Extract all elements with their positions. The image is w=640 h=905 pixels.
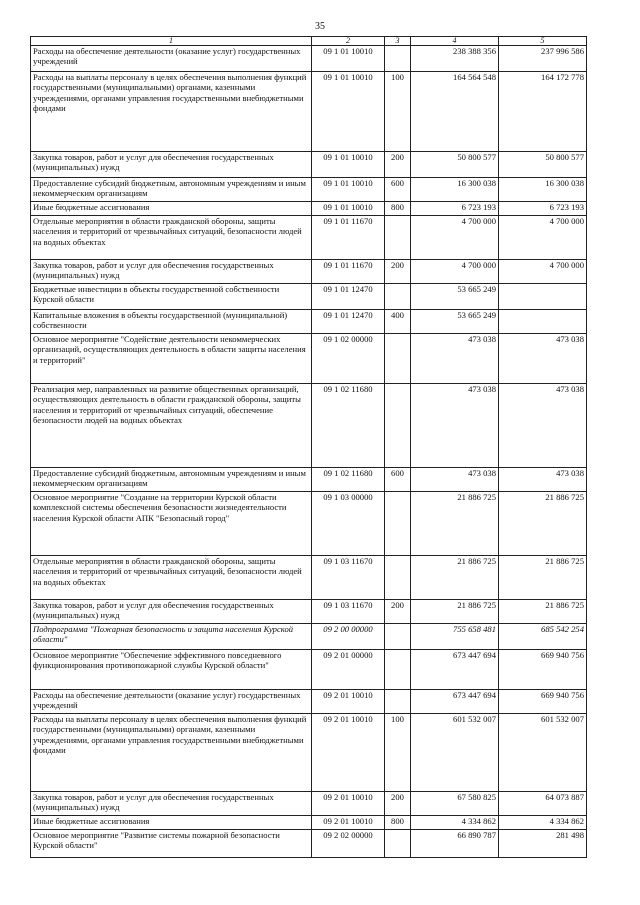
table-row <box>31 202 587 216</box>
row-expense-type <box>385 334 411 384</box>
row-value-year-2: 473 038 <box>499 384 587 468</box>
table-row <box>31 178 587 202</box>
row-value-year-2: 473 038 <box>499 334 587 384</box>
row-name: Основное мероприятие "Содействие деятельности некоммерческих организаций, осуществляющих деятельность в области защиты населения и территорий" <box>31 334 312 384</box>
row-value-year-1: 601 532 007 <box>411 714 499 792</box>
table-row <box>31 492 587 556</box>
row-code: 09 1 02 00000 <box>312 334 385 384</box>
row-expense-type <box>385 624 411 650</box>
row-value-year-1: 473 038 <box>411 468 499 492</box>
row-value-year-2: 669 940 756 <box>499 650 587 690</box>
row-expense-type: 200 <box>385 152 411 178</box>
row-name: Иные бюджетные ассигнования <box>31 816 312 830</box>
table-row <box>31 650 587 690</box>
row-name: Расходы на выплаты персоналу в целях обеспечения выполнения функций государственными (муниципальными) органами, казенными учреждениями, органами управления государственными внебюджетными фондами <box>31 714 312 792</box>
row-value-year-2 <box>499 284 587 310</box>
table-row <box>31 624 587 650</box>
row-value-year-1: 50 800 577 <box>411 152 499 178</box>
row-value-year-1: 673 447 694 <box>411 690 499 714</box>
row-name: Расходы на обеспечение деятельности (оказание услуг) государственных учреждений <box>31 46 312 72</box>
row-value-year-2 <box>499 310 587 334</box>
row-name: Подпрограмма "Пожарная безопасность и защита населения Курской области" <box>31 624 312 650</box>
row-value-year-1: 4 700 000 <box>411 216 499 260</box>
table-row <box>31 600 587 624</box>
column-header: 5 <box>499 37 587 46</box>
row-value-year-1: 755 658 481 <box>411 624 499 650</box>
row-expense-type: 600 <box>385 178 411 202</box>
table-row <box>31 216 587 260</box>
row-value-year-1: 238 388 356 <box>411 46 499 72</box>
row-value-year-2: 164 172 778 <box>499 72 587 152</box>
table-row <box>31 334 587 384</box>
row-code: 09 2 01 10010 <box>312 714 385 792</box>
row-name: Закупка товаров, работ и услуг для обеспечения государственных (муниципальных) нужд <box>31 792 312 816</box>
row-value-year-2: 4 700 000 <box>499 216 587 260</box>
row-expense-type: 600 <box>385 468 411 492</box>
table-row <box>31 260 587 284</box>
row-value-year-2: 281 498 <box>499 830 587 858</box>
row-code: 09 2 01 10010 <box>312 792 385 816</box>
table-row <box>31 384 587 468</box>
row-expense-type: 800 <box>385 202 411 216</box>
row-code: 09 1 01 10010 <box>312 152 385 178</box>
row-value-year-2: 50 800 577 <box>499 152 587 178</box>
table-row <box>31 816 587 830</box>
row-value-year-2: 601 532 007 <box>499 714 587 792</box>
row-expense-type <box>385 556 411 600</box>
column-header: 4 <box>411 37 499 46</box>
table-row <box>31 556 587 600</box>
row-expense-type <box>385 492 411 556</box>
row-value-year-2: 4 334 862 <box>499 816 587 830</box>
row-code: 09 2 00 00000 <box>312 624 385 650</box>
row-code: 09 1 01 10010 <box>312 202 385 216</box>
row-value-year-1: 473 038 <box>411 384 499 468</box>
row-code: 09 1 02 11680 <box>312 468 385 492</box>
row-expense-type: 100 <box>385 714 411 792</box>
row-expense-type <box>385 284 411 310</box>
row-code: 09 2 01 10010 <box>312 816 385 830</box>
row-name: Закупка товаров, работ и услуг для обеспечения государственных (муниципальных) нужд <box>31 152 312 178</box>
column-header: 2 <box>312 37 385 46</box>
row-value-year-1: 473 038 <box>411 334 499 384</box>
row-name: Предоставление субсидий бюджетным, автономным учреждениям и иным некоммерческим организациям <box>31 468 312 492</box>
row-expense-type: 100 <box>385 72 411 152</box>
table-row <box>31 830 587 858</box>
row-name: Отдельные мероприятия в области гражданской обороны, защиты населения и территорий от чрезвычайных ситуаций, безопасности людей на водных объектах <box>31 216 312 260</box>
row-value-year-1: 4 334 862 <box>411 816 499 830</box>
row-code: 09 1 01 10010 <box>312 72 385 152</box>
row-value-year-1: 21 886 725 <box>411 492 499 556</box>
row-expense-type: 200 <box>385 792 411 816</box>
row-value-year-2: 237 996 586 <box>499 46 587 72</box>
row-code: 09 2 01 10010 <box>312 690 385 714</box>
row-value-year-2: 685 542 254 <box>499 624 587 650</box>
row-value-year-1: 21 886 725 <box>411 556 499 600</box>
row-value-year-1: 164 564 548 <box>411 72 499 152</box>
row-value-year-1: 66 890 787 <box>411 830 499 858</box>
row-code: 09 1 02 11680 <box>312 384 385 468</box>
row-code: 09 1 03 00000 <box>312 492 385 556</box>
row-value-year-2: 6 723 193 <box>499 202 587 216</box>
table-row <box>31 152 587 178</box>
row-value-year-1: 53 665 249 <box>411 310 499 334</box>
row-name: Капитальные вложения в объекты государственной (муниципальной) собственности <box>31 310 312 334</box>
row-expense-type: 200 <box>385 600 411 624</box>
row-code: 09 1 01 11670 <box>312 216 385 260</box>
row-value-year-2: 21 886 725 <box>499 556 587 600</box>
row-name: Закупка товаров, работ и услуг для обеспечения государственных (муниципальных) нужд <box>31 600 312 624</box>
table-row <box>31 714 587 792</box>
row-expense-type <box>385 690 411 714</box>
table-row <box>31 468 587 492</box>
table-row <box>31 72 587 152</box>
row-code: 09 1 01 11670 <box>312 260 385 284</box>
row-code: 09 1 03 11670 <box>312 556 385 600</box>
row-code: 09 1 01 10010 <box>312 178 385 202</box>
row-expense-type <box>385 384 411 468</box>
row-value-year-2: 4 700 000 <box>499 260 587 284</box>
row-name: Бюджетные инвестиции в объекты государственной собственности Курской области <box>31 284 312 310</box>
table-row <box>31 690 587 714</box>
row-expense-type <box>385 830 411 858</box>
table-row <box>31 792 587 816</box>
row-value-year-2: 64 073 887 <box>499 792 587 816</box>
row-value-year-1: 21 886 725 <box>411 600 499 624</box>
row-code: 09 1 01 12470 <box>312 310 385 334</box>
row-code: 09 2 02 00000 <box>312 830 385 858</box>
row-value-year-2: 21 886 725 <box>499 600 587 624</box>
row-name: Основное мероприятие "Создание на территории Курской области комплексной системы обеспечения безопасности жизнедеятельности населения Курской области АПК "Безопасный город" <box>31 492 312 556</box>
row-code: 09 1 01 10010 <box>312 46 385 72</box>
row-value-year-2: 21 886 725 <box>499 492 587 556</box>
row-name: Основное мероприятие "Развитие системы пожарной безопасности Курской области" <box>31 830 312 858</box>
row-expense-type: 800 <box>385 816 411 830</box>
row-code: 09 1 01 12470 <box>312 284 385 310</box>
row-expense-type <box>385 216 411 260</box>
row-value-year-1: 4 700 000 <box>411 260 499 284</box>
row-value-year-1: 16 300 038 <box>411 178 499 202</box>
row-name: Расходы на обеспечение деятельности (оказание услуг) государственных учреждений <box>31 690 312 714</box>
row-value-year-1: 67 580 825 <box>411 792 499 816</box>
column-header: 3 <box>385 37 411 46</box>
row-name: Иные бюджетные ассигнования <box>31 202 312 216</box>
row-expense-type <box>385 46 411 72</box>
column-header-row <box>31 37 587 46</box>
row-value-year-2: 669 940 756 <box>499 690 587 714</box>
table-row <box>31 284 587 310</box>
page-number: 35 <box>315 21 325 32</box>
row-expense-type <box>385 650 411 690</box>
row-value-year-1: 53 665 249 <box>411 284 499 310</box>
row-name: Предоставление субсидий бюджетным, автономным учреждениям и иным некоммерческим организациям <box>31 178 312 202</box>
row-value-year-2: 16 300 038 <box>499 178 587 202</box>
row-value-year-2: 473 038 <box>499 468 587 492</box>
table-row <box>31 46 587 72</box>
row-code: 09 2 01 00000 <box>312 650 385 690</box>
table-row <box>31 310 587 334</box>
row-code: 09 1 03 11670 <box>312 600 385 624</box>
row-expense-type: 200 <box>385 260 411 284</box>
budget-table <box>30 36 587 858</box>
row-name: Расходы на выплаты персоналу в целях обеспечения выполнения функций государственными (муниципальными) органами, казенными учреждениями, органами управления государственными внебюджетными фондами <box>31 72 312 152</box>
row-value-year-1: 6 723 193 <box>411 202 499 216</box>
row-value-year-1: 673 447 694 <box>411 650 499 690</box>
row-name: Реализация мер, направленных на развитие общественных организаций, осуществляющих деятельность в области гражданской обороны, защиты населения и территорий от чрезвычайных ситуаций, обеспечение безопасности людей на водных объектах <box>31 384 312 468</box>
row-expense-type: 400 <box>385 310 411 334</box>
row-name: Отдельные мероприятия в области гражданской обороны, защиты населения и территорий от чрезвычайных ситуаций, безопасности людей на водных объектах <box>31 556 312 600</box>
row-name: Основное мероприятие "Обеспечение эффективного повседневного функционирования противопожарной службы Курской области" <box>31 650 312 690</box>
row-name: Закупка товаров, работ и услуг для обеспечения государственных (муниципальных) нужд <box>31 260 312 284</box>
column-header: 1 <box>31 37 312 46</box>
